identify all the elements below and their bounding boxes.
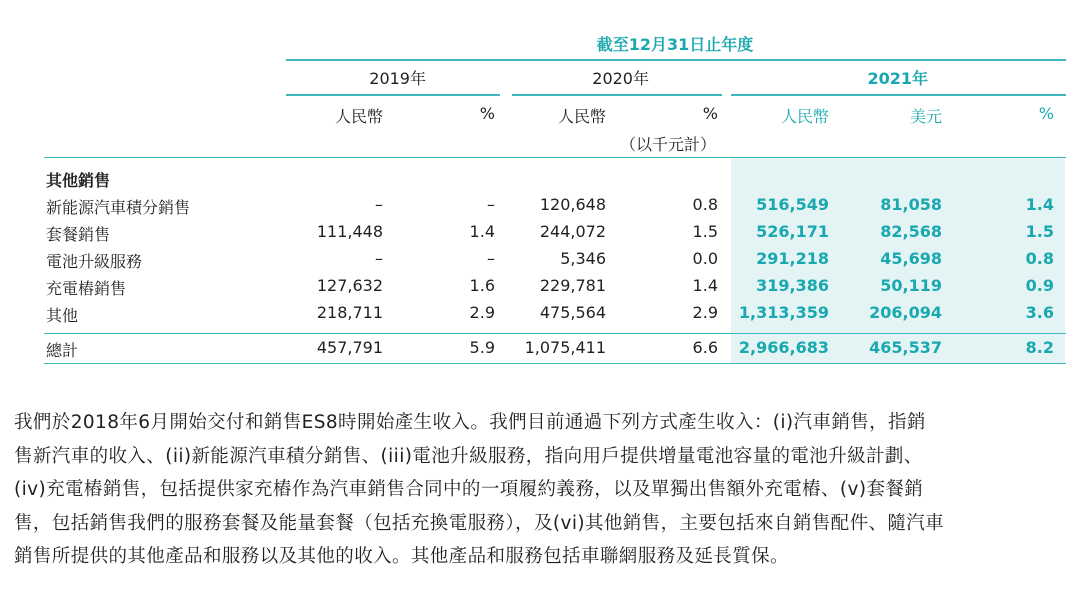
- section-title: 其他銷售: [46, 171, 111, 190]
- rule-header-bottom: [44, 157, 1066, 158]
- table-row-4-pct-2020: 1.4: [692, 276, 718, 295]
- paragraph-line: 我們於2018年6月開始交付和銷售ES8時開始產生收入。我們目前通過下列方式產生收入：(i)汽車銷售，指銷: [14, 412, 926, 433]
- col-header-rmb-2020: 人民幣: [557, 107, 606, 126]
- table-row-1-rmb-2020: 120,648: [539, 195, 606, 214]
- table-total-row-rmb-2020: 1,075,411: [524, 338, 606, 357]
- table-row-1-rmb-2019: –: [375, 195, 383, 214]
- col-header-pct-2021: %: [1038, 104, 1054, 123]
- table-row-2-rmb-2021: 526,171: [756, 222, 829, 241]
- table-row-3-usd-2021: 45,698: [880, 249, 942, 268]
- table-row-2-rmb-2019: 111,448: [316, 222, 383, 241]
- table-row-3-rmb-2020: 5,346: [560, 249, 606, 268]
- rule-years-2020: [512, 94, 722, 96]
- rule-years-2021: [731, 94, 1066, 96]
- rule-bottom: [44, 363, 1066, 364]
- year-2019: 2019年: [369, 69, 426, 88]
- table-row-3-rmb-2019: –: [375, 249, 383, 268]
- col-header-rmb-2021: 人民幣: [780, 107, 829, 126]
- table-row-4-pct-2021: 0.9: [1025, 276, 1054, 295]
- table-row-5-rmb-2021: 1,313,359: [738, 303, 829, 322]
- table-row-1-pct-2019: –: [487, 195, 495, 214]
- table-row-1-label: 新能源汽車積分銷售: [46, 198, 191, 217]
- table-total-row-usd-2021: 465,537: [869, 338, 942, 357]
- table-row-5-rmb-2020: 475,564: [539, 303, 606, 322]
- col-header-pct-2019: %: [479, 104, 495, 123]
- table-row-3-pct-2019: –: [487, 249, 495, 268]
- col-header-rmb-2019: 人民幣: [334, 107, 383, 126]
- table-row-3-pct-2020: 0.0: [692, 249, 718, 268]
- table-total-row-label: 總計: [46, 341, 79, 360]
- table-row-5-usd-2021: 206,094: [869, 303, 942, 322]
- unit-note: （以千元計）: [620, 135, 717, 154]
- table-row-3-pct-2021: 0.8: [1025, 249, 1054, 268]
- table-row-4-rmb-2021: 319,386: [756, 276, 829, 295]
- table-row-5-rmb-2019: 218,711: [316, 303, 383, 322]
- table-row-2-usd-2021: 82,568: [880, 222, 942, 241]
- table-row-2-pct-2020: 1.5: [692, 222, 718, 241]
- table-row-4-pct-2019: 1.6: [469, 276, 495, 295]
- table-total-row-pct-2020: 6.6: [692, 338, 718, 357]
- table-row-3-label: 電池升級服務: [46, 252, 143, 271]
- table-row-2-rmb-2020: 244,072: [539, 222, 606, 241]
- table-row-5-pct-2020: 2.9: [692, 303, 718, 322]
- table-row-1-usd-2021: 81,058: [880, 195, 942, 214]
- rule-top: [286, 59, 1066, 61]
- table-row-5-pct-2019: 2.9: [469, 303, 495, 322]
- paragraph-line: 銷售所提供的其他產品和服務以及其他的收入。其他產品和服務包括車聯網服務及延長質保。: [14, 546, 789, 567]
- table-total-row-rmb-2021: 2,966,683: [738, 338, 829, 357]
- year-2021: 2021年: [867, 69, 928, 88]
- description-paragraph: [14, 406, 1072, 574]
- year-2020: 2020年: [592, 69, 649, 88]
- col-header-pct-2020: %: [702, 104, 718, 123]
- paragraph-line: 售新汽車的收入、(ii)新能源汽車積分銷售、(iii)電池升級服務，指向用戶提供增量電池容量的電池升級計劃、: [14, 445, 923, 467]
- paragraph-line: (iv)充電樁銷售，包括提供家充樁作為汽車銷售合同中的一項履約義務，以及單獨出售額外充電樁、(v)套餐銷: [14, 479, 924, 500]
- table-total-row-rmb-2019: 457,791: [316, 338, 383, 357]
- table-row-2-pct-2019: 1.4: [469, 222, 495, 241]
- period-header: 截至12月31日止年度: [596, 35, 754, 54]
- table-row-3-rmb-2021: 291,218: [756, 249, 829, 268]
- table-row-1-pct-2020: 0.8: [692, 195, 718, 214]
- table-row-4-rmb-2019: 127,632: [316, 276, 383, 295]
- rule-before-total: [44, 333, 1066, 334]
- table-row-5-label: 其他: [46, 306, 79, 325]
- table-row-5-pct-2021: 3.6: [1025, 303, 1054, 322]
- col-header-usd-2021: 美元: [909, 107, 942, 126]
- table-row-4-usd-2021: 50,119: [880, 276, 942, 295]
- table-total-row-pct-2021: 8.2: [1025, 338, 1054, 357]
- paragraph-line: 售，包括銷售我們的服務套餐及能量套餐（包括充換電服務），及(vi)其他銷售，主要包括來自銷售配件、隨汽車: [14, 512, 945, 534]
- table-row-4-rmb-2020: 229,781: [539, 276, 606, 295]
- table-total-row-pct-2019: 5.9: [469, 338, 495, 357]
- table-row-2-label: 套餐銷售: [46, 225, 111, 244]
- table-row-2-pct-2021: 1.5: [1025, 222, 1054, 241]
- table-row-1-pct-2021: 1.4: [1025, 195, 1054, 214]
- table-row-4-label: 充電樁銷售: [46, 279, 127, 298]
- table-row-1-rmb-2021: 516,549: [756, 195, 829, 214]
- rule-years-2019: [286, 94, 500, 96]
